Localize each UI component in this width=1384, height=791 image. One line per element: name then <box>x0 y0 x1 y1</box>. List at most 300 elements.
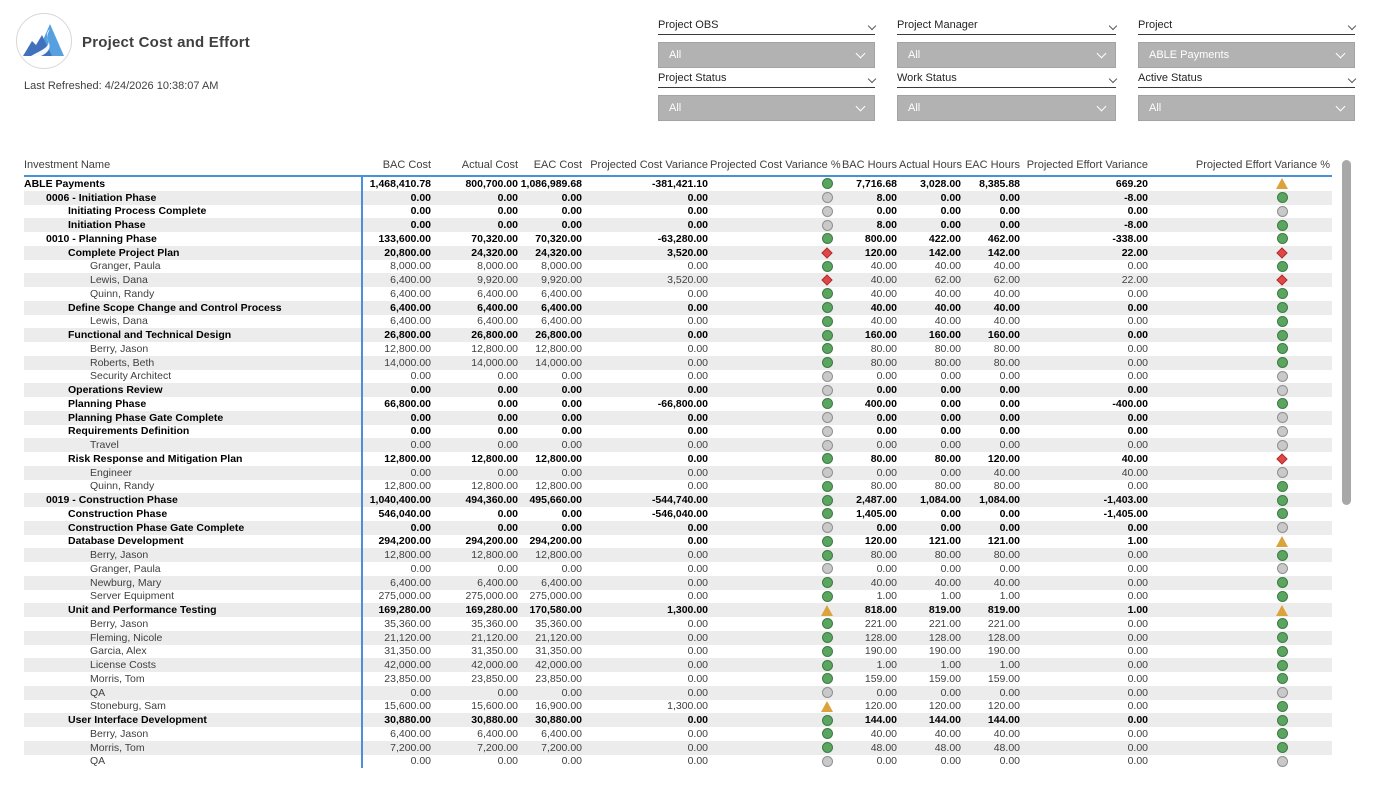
cost-variance-pct-cell <box>710 590 838 604</box>
cost-variance-pct-cell <box>710 397 838 411</box>
investment-name-cell: QA <box>90 686 106 699</box>
filter-label: Work Status <box>897 72 957 84</box>
actual_hours-cell: 159.00 <box>928 672 961 685</box>
cost-variance-pct-cell <box>710 755 838 769</box>
table-row[interactable] <box>24 191 1332 205</box>
table-row[interactable] <box>24 480 1332 494</box>
chevron-down-icon <box>1336 49 1346 59</box>
eac_cost-cell: 70,320.00 <box>535 232 582 245</box>
status-green-circle-icon <box>822 357 833 368</box>
eac_cost-cell: 0.00 <box>561 466 582 479</box>
table-row[interactable] <box>24 617 1332 631</box>
status-green-circle-icon <box>1277 302 1288 313</box>
cost-variance-pct-cell <box>710 466 838 480</box>
investment-name-cell: Define Scope Change and Control Process <box>68 301 282 314</box>
eac_cost-cell: 0.00 <box>561 562 582 575</box>
effort-variance-pct-cell <box>1150 287 1332 301</box>
bac_cost-cell: 35,360.00 <box>384 617 431 630</box>
effort-variance-pct-cell <box>1150 617 1332 631</box>
actual_hours-cell: 0.00 <box>940 562 961 575</box>
chevron-down-icon <box>1336 102 1346 112</box>
bac_hours-cell: 8.00 <box>876 219 897 232</box>
table-row[interactable] <box>24 645 1332 659</box>
eac_cost-cell: 0.00 <box>561 507 582 520</box>
chevron-down-icon <box>1348 75 1356 83</box>
column-header-eac-cost[interactable]: EAC Cost <box>533 159 582 171</box>
status-gray-circle-icon <box>822 385 833 396</box>
effort-variance-pct-cell <box>1150 218 1332 232</box>
bac_cost-cell: 275,000.00 <box>378 590 431 603</box>
bac_cost-cell: 6,400.00 <box>390 301 431 314</box>
eac_hours-cell: 0.00 <box>999 205 1020 218</box>
table-row[interactable] <box>24 562 1332 576</box>
actual_cost-cell: 26,800.00 <box>471 329 518 342</box>
bac_hours-cell: 1,405.00 <box>856 507 897 520</box>
bac_hours-cell: 40.00 <box>870 260 897 273</box>
eac_cost-cell: 14,000.00 <box>535 356 582 369</box>
status-green-circle-icon <box>822 495 833 506</box>
actual_hours-cell: 0.00 <box>940 397 961 410</box>
investment-name-cell: Quinn, Randy <box>90 480 155 493</box>
bac_hours-cell: 0.00 <box>876 439 897 452</box>
status-green-circle-icon <box>822 261 833 272</box>
chevron-down-icon <box>856 49 866 59</box>
eac_hours-cell: 120.00 <box>987 700 1020 713</box>
cost_variance-cell: 0.00 <box>687 590 708 603</box>
status-green-circle-icon <box>1277 330 1288 341</box>
eac_hours-cell: 1.00 <box>999 590 1020 603</box>
filter-dropdown-work-status[interactable] <box>897 95 1116 121</box>
cost-variance-pct-cell <box>710 645 838 659</box>
cost-variance-pct-cell <box>710 548 838 562</box>
eac_cost-cell: 24,320.00 <box>535 246 582 259</box>
effort_variance-cell: 0.00 <box>1127 287 1148 300</box>
status-green-circle-icon <box>1277 673 1288 684</box>
cost-variance-pct-cell <box>710 273 838 287</box>
filter-dropdown-project-manager[interactable] <box>897 42 1116 68</box>
effort-variance-pct-cell <box>1150 356 1332 370</box>
cost_variance-cell: 0.00 <box>687 205 708 218</box>
bac_hours-cell: 120.00 <box>864 700 897 713</box>
bac_cost-cell: 14,000.00 <box>384 356 431 369</box>
filter-dropdown-project-status[interactable] <box>658 95 875 121</box>
actual_hours-cell: 0.00 <box>940 384 961 397</box>
effort_variance-cell: 0.00 <box>1127 439 1148 452</box>
cost-variance-pct-cell <box>710 521 838 535</box>
cost_variance-cell: 0.00 <box>687 672 708 685</box>
filter-header-project-obs[interactable] <box>658 20 875 35</box>
actual_hours-cell: 0.00 <box>940 205 961 218</box>
actual_hours-cell: 40.00 <box>934 287 961 300</box>
effort_variance-cell: 0.00 <box>1127 301 1148 314</box>
cost_variance-cell: 0.00 <box>687 631 708 644</box>
status-gray-circle-icon <box>822 426 833 437</box>
filter-selected-value: ABLE Payments <box>1149 49 1230 61</box>
column-header-actual-hours[interactable]: Actual Hours <box>899 159 962 171</box>
table-row[interactable] <box>24 466 1332 480</box>
status-green-circle-icon <box>1277 495 1288 506</box>
table-row[interactable] <box>24 727 1332 741</box>
effort_variance-cell: -1,405.00 <box>1103 507 1148 520</box>
status-green-circle-icon <box>1277 233 1288 244</box>
cost_variance-cell: 0.00 <box>687 466 708 479</box>
effort-variance-pct-cell <box>1150 342 1332 356</box>
cost-variance-pct-cell <box>710 507 838 521</box>
actual_hours-cell: 0.00 <box>940 466 961 479</box>
eac_cost-cell: 6,400.00 <box>541 576 582 589</box>
actual_cost-cell: 0.00 <box>497 205 518 218</box>
cost-variance-pct-cell <box>710 315 838 329</box>
status-green-circle-icon <box>1277 715 1288 726</box>
bac_hours-cell: 0.00 <box>876 466 897 479</box>
actual_hours-cell: 80.00 <box>934 480 961 493</box>
actual_hours-cell: 1.00 <box>940 590 961 603</box>
cost_variance-cell: 0.00 <box>687 521 708 534</box>
table-row[interactable] <box>24 218 1332 232</box>
investment-name-cell: Berry, Jason <box>90 617 149 630</box>
column-header-projected-effort-variance[interactable]: Projected Effort Variance % <box>1195 159 1330 171</box>
cost_variance-cell: 0.00 <box>687 384 708 397</box>
table-row[interactable] <box>24 397 1332 411</box>
actual_cost-cell: 0.00 <box>497 411 518 424</box>
table-row[interactable] <box>24 672 1332 686</box>
status-green-circle-icon <box>1277 632 1288 643</box>
actual_hours-cell: 422.00 <box>928 232 961 245</box>
status-green-circle-icon <box>822 481 833 492</box>
cost_variance-cell: -546,040.00 <box>651 507 708 520</box>
status-red-diamond-icon <box>1276 274 1287 285</box>
status-orange-triangle-icon <box>821 701 833 712</box>
effort_variance-cell: 40.00 <box>1121 452 1148 465</box>
table-row[interactable] <box>24 177 1332 191</box>
effort_variance-cell: 0.00 <box>1127 631 1148 644</box>
actual_hours-cell: 40.00 <box>934 576 961 589</box>
investment-name-cell: Operations Review <box>68 384 163 397</box>
table-row[interactable] <box>24 287 1332 301</box>
investment-name-cell: Roberts, Beth <box>90 356 155 369</box>
cost_variance-cell: 3,520.00 <box>667 274 708 287</box>
table-row[interactable] <box>24 411 1332 425</box>
filter-selected-value: All <box>908 102 921 114</box>
table-row[interactable] <box>24 370 1332 384</box>
eac_cost-cell: 0.00 <box>561 219 582 232</box>
bac_cost-cell: 0.00 <box>410 219 431 232</box>
actual_cost-cell: 0.00 <box>497 466 518 479</box>
status-gray-circle-icon <box>1277 440 1288 451</box>
filter-header-project-manager[interactable] <box>897 20 1116 35</box>
bac_cost-cell: 6,400.00 <box>390 274 431 287</box>
effort-variance-pct-cell <box>1150 246 1332 260</box>
status-gray-circle-icon <box>822 467 833 478</box>
table-row[interactable] <box>24 356 1332 370</box>
status-green-circle-icon <box>1277 192 1288 203</box>
bac_hours-cell: 120.00 <box>864 246 897 259</box>
actual_cost-cell: 12,800.00 <box>471 452 518 465</box>
table-row[interactable] <box>24 425 1332 439</box>
eac_cost-cell: 35,360.00 <box>535 617 582 630</box>
eac_cost-cell: 495,660.00 <box>529 494 582 507</box>
column-header-investment-name[interactable]: Investment Name <box>24 159 111 171</box>
effort_variance-cell: 0.00 <box>1127 617 1148 630</box>
column-header-projected-cost-variance[interactable]: Projected Cost Variance % <box>710 159 841 171</box>
vertical-scrollbar-thumb[interactable] <box>1342 160 1351 505</box>
effort_variance-cell: -338.00 <box>1112 232 1148 245</box>
bac_cost-cell: 294,200.00 <box>378 535 431 548</box>
filter-dropdown-project[interactable] <box>1138 42 1355 68</box>
cost-variance-pct-cell <box>710 370 838 384</box>
effort_variance-cell: 0.00 <box>1127 686 1148 699</box>
cost-variance-pct-cell <box>710 617 838 631</box>
cost-variance-pct-cell <box>710 232 838 246</box>
bac_hours-cell: 0.00 <box>876 562 897 575</box>
eac_cost-cell: 30,880.00 <box>535 714 582 727</box>
filter-header-project-status[interactable] <box>658 73 875 88</box>
bac_cost-cell: 0.00 <box>410 686 431 699</box>
bac_cost-cell: 23,850.00 <box>384 672 431 685</box>
effort_variance-cell: 669.20 <box>1115 177 1148 190</box>
bac_hours-cell: 80.00 <box>870 342 897 355</box>
actual_cost-cell: 294,200.00 <box>465 535 518 548</box>
eac_cost-cell: 0.00 <box>561 384 582 397</box>
cost_variance-cell: 0.00 <box>687 191 708 204</box>
status-green-circle-icon <box>1277 481 1288 492</box>
column-header-bac-cost[interactable]: BAC Cost <box>382 159 431 171</box>
bac_cost-cell: 66,800.00 <box>384 397 431 410</box>
cost_variance-cell: -381,421.10 <box>651 177 708 190</box>
bac_cost-cell: 0.00 <box>410 521 431 534</box>
actual_cost-cell: 0.00 <box>497 521 518 534</box>
column-header-projected-effort-variance[interactable]: Projected Effort Variance <box>1026 159 1148 171</box>
table-row[interactable] <box>24 301 1332 315</box>
effort_variance-cell: 0.00 <box>1127 260 1148 273</box>
table-row[interactable] <box>24 521 1332 535</box>
table-row[interactable] <box>24 328 1332 342</box>
investment-name-cell: Planning Phase <box>68 397 147 410</box>
bac_cost-cell: 20,800.00 <box>384 246 431 259</box>
filter-dropdown-project-obs[interactable] <box>658 42 875 68</box>
table-row[interactable] <box>24 741 1332 755</box>
investment-name-cell: Risk Response and Mitigation Plan <box>68 452 243 465</box>
bac_cost-cell: 133,600.00 <box>378 232 431 245</box>
cost-variance-pct-cell <box>710 727 838 741</box>
effort-variance-pct-cell <box>1150 603 1332 617</box>
eac_cost-cell: 0.00 <box>561 439 582 452</box>
bac_hours-cell: 400.00 <box>864 397 897 410</box>
table-row[interactable] <box>24 576 1332 590</box>
effort_variance-cell: 0.00 <box>1127 727 1148 740</box>
status-green-circle-icon <box>822 742 833 753</box>
actual_cost-cell: 6,400.00 <box>477 727 518 740</box>
table-row[interactable] <box>24 273 1332 287</box>
bac_cost-cell: 0.00 <box>410 370 431 383</box>
effort_variance-cell: -400.00 <box>1112 397 1148 410</box>
column-header-projected-cost-variance[interactable]: Projected Cost Variance <box>590 159 708 171</box>
eac_cost-cell: 0.00 <box>561 191 582 204</box>
eac_cost-cell: 6,400.00 <box>541 727 582 740</box>
effort_variance-cell: 0.00 <box>1127 370 1148 383</box>
eac_hours-cell: 40.00 <box>993 287 1020 300</box>
effort_variance-cell: 0.00 <box>1127 342 1148 355</box>
actual_cost-cell: 12,800.00 <box>471 549 518 562</box>
effort_variance-cell: 0.00 <box>1127 576 1148 589</box>
filter-header-active-status[interactable] <box>1138 73 1355 88</box>
table-row[interactable] <box>24 260 1332 274</box>
eac_hours-cell: 128.00 <box>987 631 1020 644</box>
bac_cost-cell: 0.00 <box>410 439 431 452</box>
cost_variance-cell: 0.00 <box>687 439 708 452</box>
cost-variance-pct-cell <box>710 700 838 714</box>
cost-variance-pct-cell <box>710 603 838 617</box>
bac_hours-cell: 40.00 <box>870 274 897 287</box>
filter-header-project[interactable] <box>1138 20 1355 35</box>
eac_hours-cell: 0.00 <box>999 219 1020 232</box>
actual_cost-cell: 21,120.00 <box>471 631 518 644</box>
eac_hours-cell: 120.00 <box>987 452 1020 465</box>
table-row[interactable] <box>24 452 1332 466</box>
cost-effort-matrix <box>24 155 1332 768</box>
status-green-circle-icon <box>822 233 833 244</box>
chevron-down-icon <box>868 75 876 83</box>
bac_cost-cell: 7,200.00 <box>390 741 431 754</box>
actual_hours-cell: 0.00 <box>940 425 961 438</box>
cost-variance-pct-cell <box>710 356 838 370</box>
table-row[interactable] <box>24 246 1332 260</box>
investment-name-cell: Complete Project Plan <box>68 246 180 259</box>
investment-name-cell: License Costs <box>90 659 156 672</box>
bac_cost-cell: 12,800.00 <box>384 549 431 562</box>
actual_cost-cell: 800,700.00 <box>465 177 518 190</box>
eac_cost-cell: 6,400.00 <box>541 287 582 300</box>
table-row[interactable] <box>24 315 1332 329</box>
bac_cost-cell: 12,800.00 <box>384 452 431 465</box>
table-row[interactable] <box>24 755 1332 769</box>
cost-variance-pct-cell <box>710 411 838 425</box>
actual_cost-cell: 6,400.00 <box>477 315 518 328</box>
last-refreshed-label: Last Refreshed: 4/24/2026 10:38:07 AM <box>24 80 219 92</box>
effort-variance-pct-cell <box>1150 191 1332 205</box>
bac_hours-cell: 818.00 <box>864 604 897 617</box>
investment-name-cell: Lewis, Dana <box>90 315 148 328</box>
effort_variance-cell: 0.00 <box>1127 356 1148 369</box>
eac_cost-cell: 12,800.00 <box>535 342 582 355</box>
filter-dropdown-active-status[interactable] <box>1138 95 1355 121</box>
status-gray-circle-icon <box>822 522 833 533</box>
effort_variance-cell: 0.00 <box>1127 425 1148 438</box>
table-row[interactable] <box>24 342 1332 356</box>
eac_hours-cell: 0.00 <box>999 507 1020 520</box>
table-row[interactable] <box>24 507 1332 521</box>
mountain-logo-icon <box>15 12 73 70</box>
table-row[interactable] <box>24 700 1332 714</box>
table-row[interactable] <box>24 205 1332 219</box>
cost_variance-cell: 0.00 <box>687 342 708 355</box>
column-header-bac-hours[interactable]: BAC Hours <box>841 159 897 171</box>
filter-project <box>1138 20 1355 68</box>
status-gray-circle-icon <box>822 192 833 203</box>
table-row[interactable] <box>24 232 1332 246</box>
eac_hours-cell: 80.00 <box>993 356 1020 369</box>
eac_hours-cell: 40.00 <box>993 301 1020 314</box>
column-header-actual-cost[interactable]: Actual Cost <box>461 159 518 171</box>
column-header-eac-hours[interactable]: EAC Hours <box>964 159 1020 171</box>
status-green-circle-icon <box>1277 550 1288 561</box>
actual_hours-cell: 48.00 <box>934 741 961 754</box>
eac_hours-cell: 0.00 <box>999 755 1020 768</box>
effort-variance-pct-cell <box>1150 425 1332 439</box>
table-row[interactable] <box>24 535 1332 549</box>
status-green-circle-icon <box>822 618 833 629</box>
status-green-circle-icon <box>822 715 833 726</box>
actual_hours-cell: 40.00 <box>934 727 961 740</box>
effort-variance-pct-cell <box>1150 466 1332 480</box>
frozen-column-divider <box>361 177 363 768</box>
bac_cost-cell: 6,400.00 <box>390 287 431 300</box>
effort-variance-pct-cell <box>1150 535 1332 549</box>
effort-variance-pct-cell <box>1150 700 1332 714</box>
effort_variance-cell: 0.00 <box>1127 205 1148 218</box>
actual_hours-cell: 80.00 <box>934 549 961 562</box>
actual_hours-cell: 1.00 <box>940 659 961 672</box>
table-row[interactable] <box>24 548 1332 562</box>
filter-header-work-status[interactable] <box>897 73 1116 88</box>
actual_cost-cell: 0.00 <box>497 507 518 520</box>
actual_cost-cell: 0.00 <box>497 425 518 438</box>
status-gray-circle-icon <box>1277 563 1288 574</box>
effort-variance-pct-cell <box>1150 177 1332 191</box>
cost_variance-cell: 0.00 <box>687 301 708 314</box>
table-row[interactable] <box>24 713 1332 727</box>
actual_cost-cell: 0.00 <box>497 370 518 383</box>
status-gray-circle-icon <box>1277 467 1288 478</box>
cost-variance-pct-cell <box>710 493 838 507</box>
actual_cost-cell: 6,400.00 <box>477 287 518 300</box>
eac_cost-cell: 0.00 <box>561 425 582 438</box>
table-row[interactable] <box>24 590 1332 604</box>
table-header-row <box>24 155 1332 177</box>
investment-name-cell: Initiation Phase <box>68 219 146 232</box>
table-row[interactable] <box>24 686 1332 700</box>
bac_cost-cell: 1,040,400.00 <box>369 494 431 507</box>
bac_hours-cell: 120.00 <box>864 535 897 548</box>
eac_hours-cell: 40.00 <box>993 466 1020 479</box>
table-row[interactable] <box>24 438 1332 452</box>
actual_hours-cell: 80.00 <box>934 342 961 355</box>
table-row[interactable] <box>24 493 1332 507</box>
effort_variance-cell: 0.00 <box>1127 315 1148 328</box>
eac_cost-cell: 0.00 <box>561 755 582 768</box>
actual_cost-cell: 0.00 <box>497 686 518 699</box>
actual_hours-cell: 0.00 <box>940 507 961 520</box>
cost-variance-pct-cell <box>710 658 838 672</box>
bac_cost-cell: 0.00 <box>410 755 431 768</box>
actual_hours-cell: 0.00 <box>940 521 961 534</box>
status-green-circle-icon <box>1277 577 1288 588</box>
table-row[interactable] <box>24 631 1332 645</box>
status-green-circle-icon <box>1277 618 1288 629</box>
cost-variance-pct-cell <box>710 535 838 549</box>
status-gray-circle-icon <box>822 206 833 217</box>
bac_hours-cell: 1.00 <box>876 590 897 603</box>
effort-variance-pct-cell <box>1150 672 1332 686</box>
bac_hours-cell: 40.00 <box>870 576 897 589</box>
investment-name-cell: Unit and Performance Testing <box>68 604 217 617</box>
cost_variance-cell: 0.00 <box>687 645 708 658</box>
table-row[interactable] <box>24 658 1332 672</box>
table-row[interactable] <box>24 383 1332 397</box>
effort-variance-pct-cell <box>1150 438 1332 452</box>
table-row[interactable] <box>24 603 1332 617</box>
bac_hours-cell: 7,716.68 <box>856 177 897 190</box>
